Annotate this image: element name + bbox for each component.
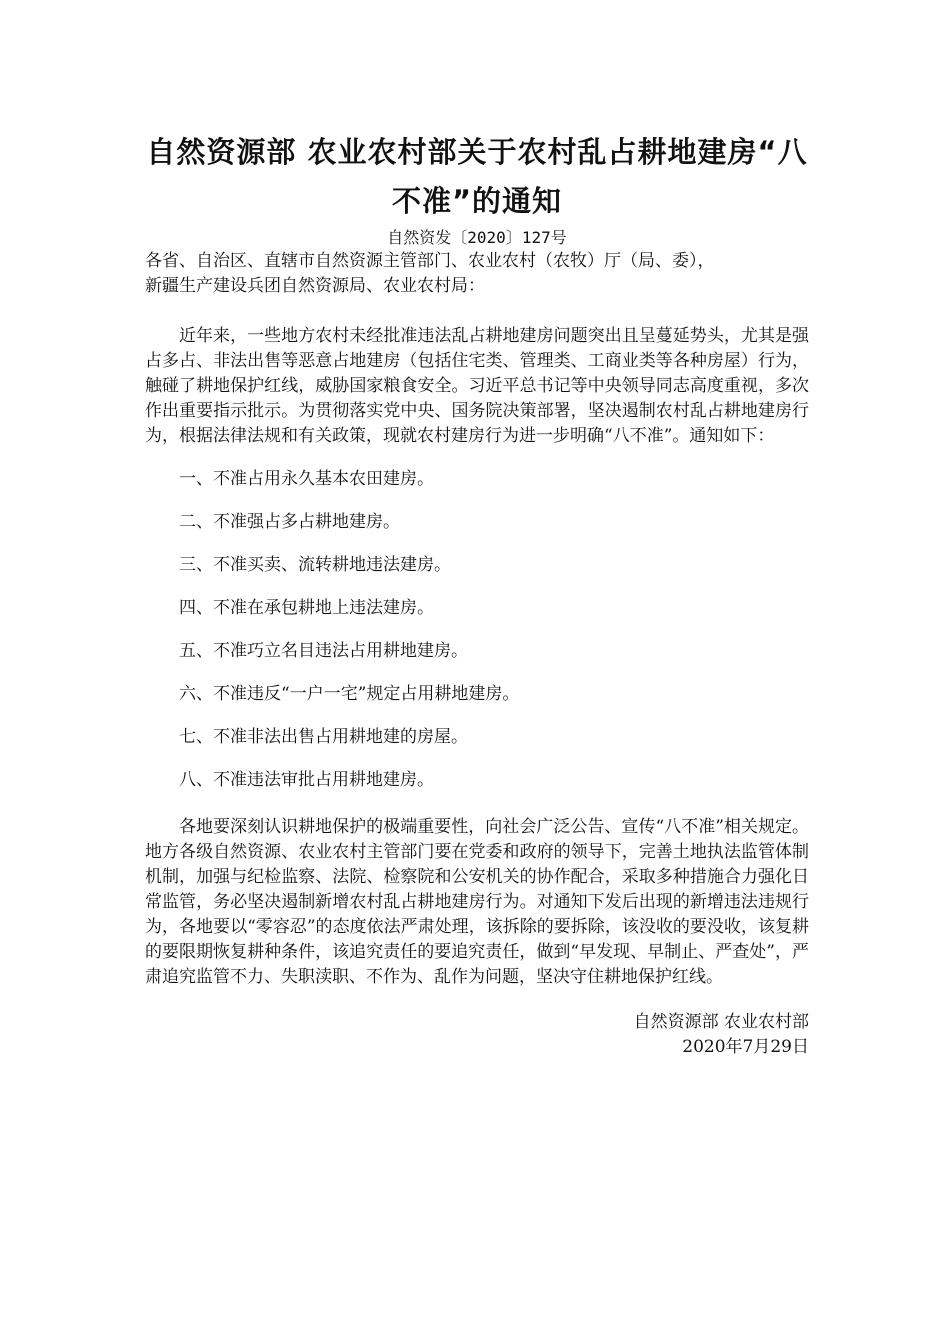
document-title-line-1: 自然资源部 农业农村部关于农村乱占耕地建房“八 bbox=[146, 135, 808, 169]
list-item: 二、不准强占多占耕地建房。 bbox=[179, 512, 400, 532]
issuing-authorities: 自然资源部 农业农村部 bbox=[633, 1012, 809, 1032]
list-item: 七、不准非法出售占用耕地建的房屋。 bbox=[179, 727, 468, 747]
signature-block bbox=[145, 1010, 809, 1060]
addressee-block bbox=[145, 249, 809, 299]
list-item: 四、不准在承包耕地上违法建房。 bbox=[179, 598, 434, 618]
addressee-line-2: 新疆生产建设兵团自然资源局、农业农村局： bbox=[145, 276, 485, 296]
eight-prohibitions-list bbox=[145, 467, 809, 793]
list-item: 六、不准违反“一户一宅”规定占用耕地建房。 bbox=[179, 684, 520, 704]
closing-paragraph: 各地要深刻认识耕地保护的极端重要性，向社会广泛公告、宣传“八不准”相关规定。地方各级自然资源、农业农村主管部门要在党委和政府的领导下，完善土地执法监管体制机制，加强与纪检监察、法院、检察院和公安机关的协作配合，采取多种措施合力强化日常监管，务必坚决遏制新增农村乱占耕地建房行为。对通知下发后出现的新增违法违规行为，各地要以“零容忍”的态度依法严肃处理，该拆除的要拆除，该没收的要没收，该复耕的要限期恢复耕种条件，该追究责任的要追究责任，做到“早发现、早制止、严查处”，严肃追究监管不力、失职渎职、不作为、乱作为问题，坚决守住耕地保护红线。 bbox=[145, 817, 809, 987]
list-item: 八、不准违法审批占用耕地建房。 bbox=[179, 770, 434, 790]
intro-paragraph: 近年来，一些地方农村未经批准违法乱占耕地建房问题突出且呈蔓延势头，尤其是强占多占、非法出售等恶意占地建房（包括住宅类、管理类、工商业类等各种房屋）行为，触碰了耕地保护红线，威胁国家粮食安全。习近平总书记等中央领导同志高度重视，多次作出重要指示批示。为贯彻落实党中央、国务院决策部署，坚决遏制农村乱占耕地建房行为，根据法律法规和有关政策，现就农村建房行为进一步明确“八不准”。通知如下： bbox=[145, 326, 809, 446]
document-number: 自然资发〔2020〕127号 bbox=[387, 228, 567, 247]
issue-date: 2020年7月29日 bbox=[682, 1037, 809, 1057]
document-title bbox=[145, 128, 809, 226]
document-title-line-2: 不准”的通知 bbox=[391, 184, 563, 218]
addressee-line-1: 各省、自治区、直辖市自然资源主管部门、农业农村（农牧）厅（局、委）， bbox=[145, 251, 715, 271]
list-item: 三、不准买卖、流转耕地违法建房。 bbox=[179, 555, 451, 575]
list-item: 一、不准占用永久基本农田建房。 bbox=[179, 469, 434, 489]
document-page bbox=[145, 128, 809, 1060]
list-item: 五、不准巧立名目违法占用耕地建房。 bbox=[179, 641, 468, 661]
